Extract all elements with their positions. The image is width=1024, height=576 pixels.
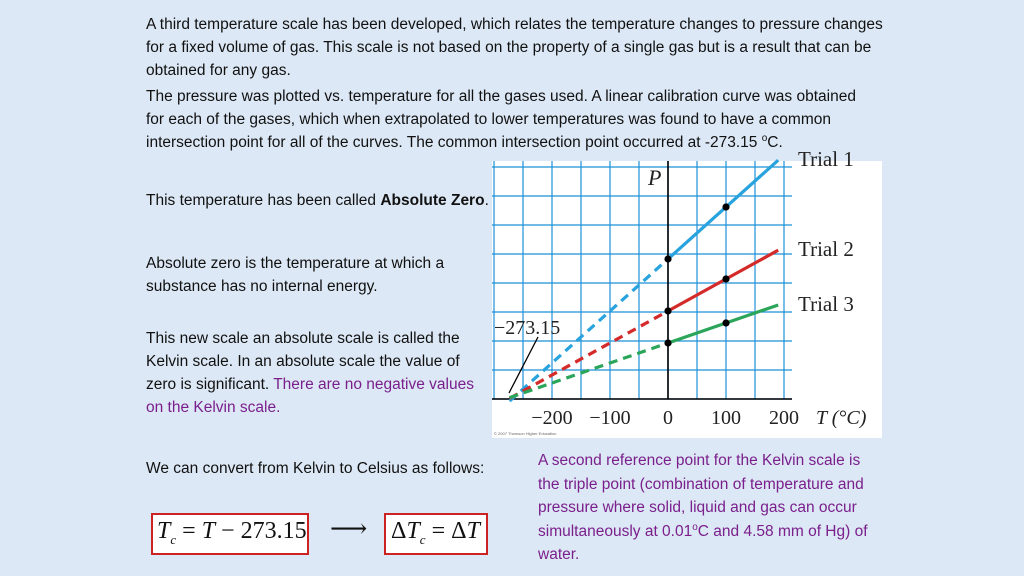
x-tick-label: −100 <box>589 407 631 429</box>
data-point <box>664 255 671 262</box>
delta-equation <box>391 518 480 548</box>
x-tick-label: 0 <box>663 407 673 429</box>
data-point <box>664 307 671 314</box>
copyright-credit: © 2007 Thomson Higher Education <box>494 431 557 436</box>
absolute-zero-term: Absolute Zero <box>380 192 485 209</box>
absolute-zero-text: This temperature has been called <box>146 192 381 209</box>
annotation-label: −273.15 <box>494 317 561 339</box>
kelvin-paragraph <box>146 327 486 419</box>
y-axis-label: P <box>648 165 662 190</box>
absolute-zero-paragraph <box>146 189 491 212</box>
delta-equation-box <box>384 513 488 555</box>
data-point <box>722 319 729 326</box>
kelvin-celsius-equation-box <box>151 513 309 555</box>
x-tick-label: 200 <box>769 407 799 429</box>
eq2-t-symbol: T <box>406 518 420 544</box>
eq1-offset: − 273.15 <box>215 518 307 544</box>
eq1-c-subscript: c <box>170 531 177 547</box>
triple-point-paragraph <box>538 449 878 567</box>
eq2-t2-symbol: T <box>466 518 480 544</box>
eq1-t2-symbol: T <box>201 518 216 544</box>
eq2-delta2: Δ <box>451 518 467 544</box>
eq2-c-subscript: c <box>419 531 426 547</box>
data-point <box>664 339 671 346</box>
absolute-zero-period: . <box>484 192 489 209</box>
eq1-equals: = <box>176 518 202 544</box>
eq2-equals: = <box>425 518 452 544</box>
eq1-t-symbol: T <box>157 518 171 544</box>
kelvin-text: This new scale an absolute scale is called the Kelvin scale. In an absolute scale the value of zero is significant. <box>146 330 460 393</box>
triple-point-text-end: C and 4.58 mm of Hg) of water. <box>538 522 868 563</box>
arrow-icon: ⟶ <box>330 514 368 543</box>
degree-superscript: o <box>761 132 768 144</box>
series-line-1 <box>668 160 778 259</box>
kelvin-highlight: There are no negative values on the Kelvin scale. <box>146 376 474 416</box>
calibration-paragraph <box>146 85 866 154</box>
data-point <box>722 203 729 210</box>
triple-point-text: A second reference point for the Kelvin scale is the triple point (combination of temperature and pressure where solid, liquid and gas can occur simultaneously at 0.01 <box>538 452 864 540</box>
kelvin-celsius-equation <box>157 518 307 548</box>
series-label-3: Trial 3 <box>798 292 854 316</box>
x-tick-label: 100 <box>711 407 741 429</box>
data-point <box>722 275 729 282</box>
conversion-paragraph: We can convert from Kelvin to Celsius as follows: <box>146 460 485 477</box>
calibration-text: The pressure was plotted vs. temperature for all the gases used. A linear calibration curve was obtained for each of the gases, which when extrapolated to lower temperatures was found to have a common intersection point for all of the curves. The common intersection point occurred at -273.15 <box>146 88 856 151</box>
series-label-1: Trial 1 <box>798 147 854 172</box>
intro-paragraph: A third temperature scale has been developed, which relates the temperature changes to pressure changes for a fixed volume of gas. This scale is not based on the property of a single gas but is a result that can be obtained for any gas. <box>146 16 883 79</box>
eq2-delta: Δ <box>391 518 407 544</box>
x-tick-label: −200 <box>531 407 573 429</box>
pressure-temperature-chart <box>492 147 882 438</box>
series-label-2: Trial 2 <box>798 237 854 262</box>
x-axis-label: T (°C) <box>816 407 867 429</box>
definition-paragraph: Absolute zero is the temperature at which a substance has no internal energy. <box>146 255 445 295</box>
calibration-unit: C. <box>767 134 783 151</box>
degree-superscript-2: o <box>692 521 698 533</box>
